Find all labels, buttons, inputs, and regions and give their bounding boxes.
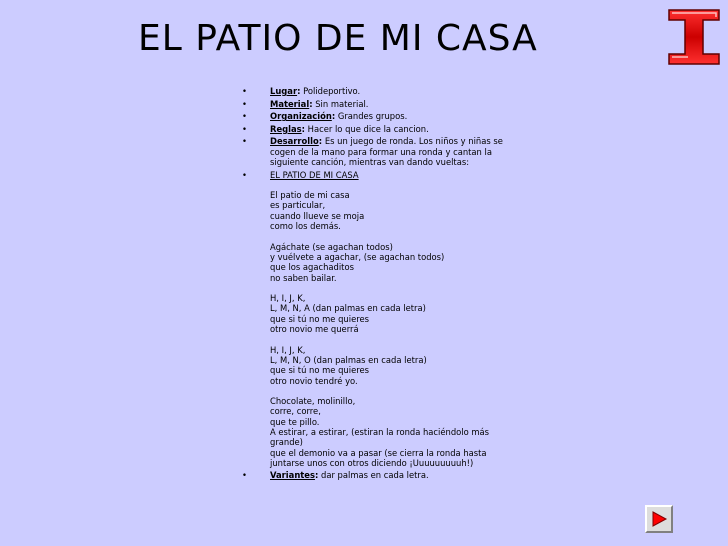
song-line: que si tú no me quieres — [270, 313, 369, 324]
next-slide-button[interactable] — [645, 505, 673, 533]
song-line: juntarse unos con otros diciendo ¡Uuuuuuuuuh!) — [270, 457, 474, 468]
list-item-reglas — [240, 124, 540, 134]
song-stanza — [270, 345, 540, 386]
song-stanza — [270, 242, 540, 283]
bullet: • — [242, 86, 247, 96]
song-line: El patio de mi casa — [270, 190, 350, 201]
item-separator: : — [314, 470, 319, 481]
song-line: H, I, J, K, — [270, 293, 306, 304]
song-line: L, M, N, A (dan palmas en cada letra) — [270, 303, 426, 314]
item-separator: : — [331, 111, 336, 122]
list-item-organizacion — [240, 111, 540, 121]
song-stanza — [270, 293, 540, 334]
desarrollo-line: Es un juego de ronda. Los niños y niñas se — [324, 136, 503, 147]
song-line: corre, corre, — [270, 406, 321, 417]
item-label: Desarrollo — [270, 136, 319, 147]
song-line: que el demonio va a pasar (se cierra la ronda hasta — [270, 447, 487, 458]
song-line: otro novio tendré yo. — [270, 375, 358, 386]
bullet: • — [242, 111, 247, 122]
list-item-song — [240, 170, 540, 469]
list-item-desarrollo — [240, 136, 540, 167]
song-line: y vuélvete a agachar, (se agachan todos) — [270, 251, 445, 262]
song-line: Chocolate, molinillo, — [270, 396, 356, 407]
desarrollo-block — [270, 136, 540, 167]
bullet: • — [242, 98, 247, 109]
song-stanza — [270, 190, 540, 231]
item-label: Organización — [270, 111, 332, 122]
slide-title: EL PATIO DE MI CASA — [138, 18, 538, 59]
desarrollo-line: cogen de la mano para formar una ronda y cantan la — [270, 146, 492, 157]
song-line: grande) — [270, 437, 303, 448]
song-line: Agáchate (se agachan todos) — [270, 241, 393, 252]
bullet: • — [242, 123, 247, 134]
song-line: A estirar, a estirar, (estiran la ronda haciéndolo más — [270, 426, 490, 437]
letter-i-badge — [665, 6, 723, 68]
item-separator: : — [297, 86, 301, 96]
content-list — [240, 86, 540, 483]
item-text: Grandes grupos. — [337, 111, 408, 122]
item-text: dar palmas en cada letra. — [321, 470, 429, 481]
item-separator: : — [318, 136, 323, 147]
song-stanza — [270, 396, 540, 468]
list-item-variantes — [240, 470, 540, 480]
item-label: Reglas — [270, 123, 302, 134]
bullet: • — [242, 169, 247, 180]
item-label: Lugar — [270, 86, 298, 96]
list-item-material — [240, 99, 540, 109]
song-line: H, I, J, K, — [270, 344, 306, 355]
item-label: Variantes — [270, 470, 315, 481]
item-text: Sin material. — [315, 98, 369, 109]
song-title: EL PATIO DE MI CASA — [270, 169, 359, 180]
item-text: Hacer lo que dice la cancion. — [307, 123, 429, 134]
song-line: es particular, — [270, 200, 326, 211]
bullet: • — [242, 136, 247, 147]
desarrollo-line: siguiente canción, mientras van dando vueltas: — [270, 156, 470, 167]
item-text: Polideportivo. — [303, 86, 361, 96]
item-separator: : — [301, 123, 305, 134]
song-line: L, M, N, O (dan palmas en cada letra) — [270, 354, 427, 365]
song-line: no saben bailar. — [270, 272, 337, 283]
song-line: que los agachaditos — [270, 262, 354, 273]
bullet: • — [242, 470, 247, 481]
item-label: Material — [270, 98, 310, 109]
play-right-icon — [650, 510, 668, 528]
list-item-lugar — [240, 86, 540, 96]
song-line: que te pillo. — [270, 416, 320, 427]
item-separator: : — [309, 98, 313, 109]
song-line: otro novio me querrá — [270, 324, 359, 335]
song-line: cuando llueve se moja — [270, 210, 365, 221]
song-line: que si tú no me quieres — [270, 365, 369, 376]
song-line: como los demás. — [270, 221, 341, 232]
